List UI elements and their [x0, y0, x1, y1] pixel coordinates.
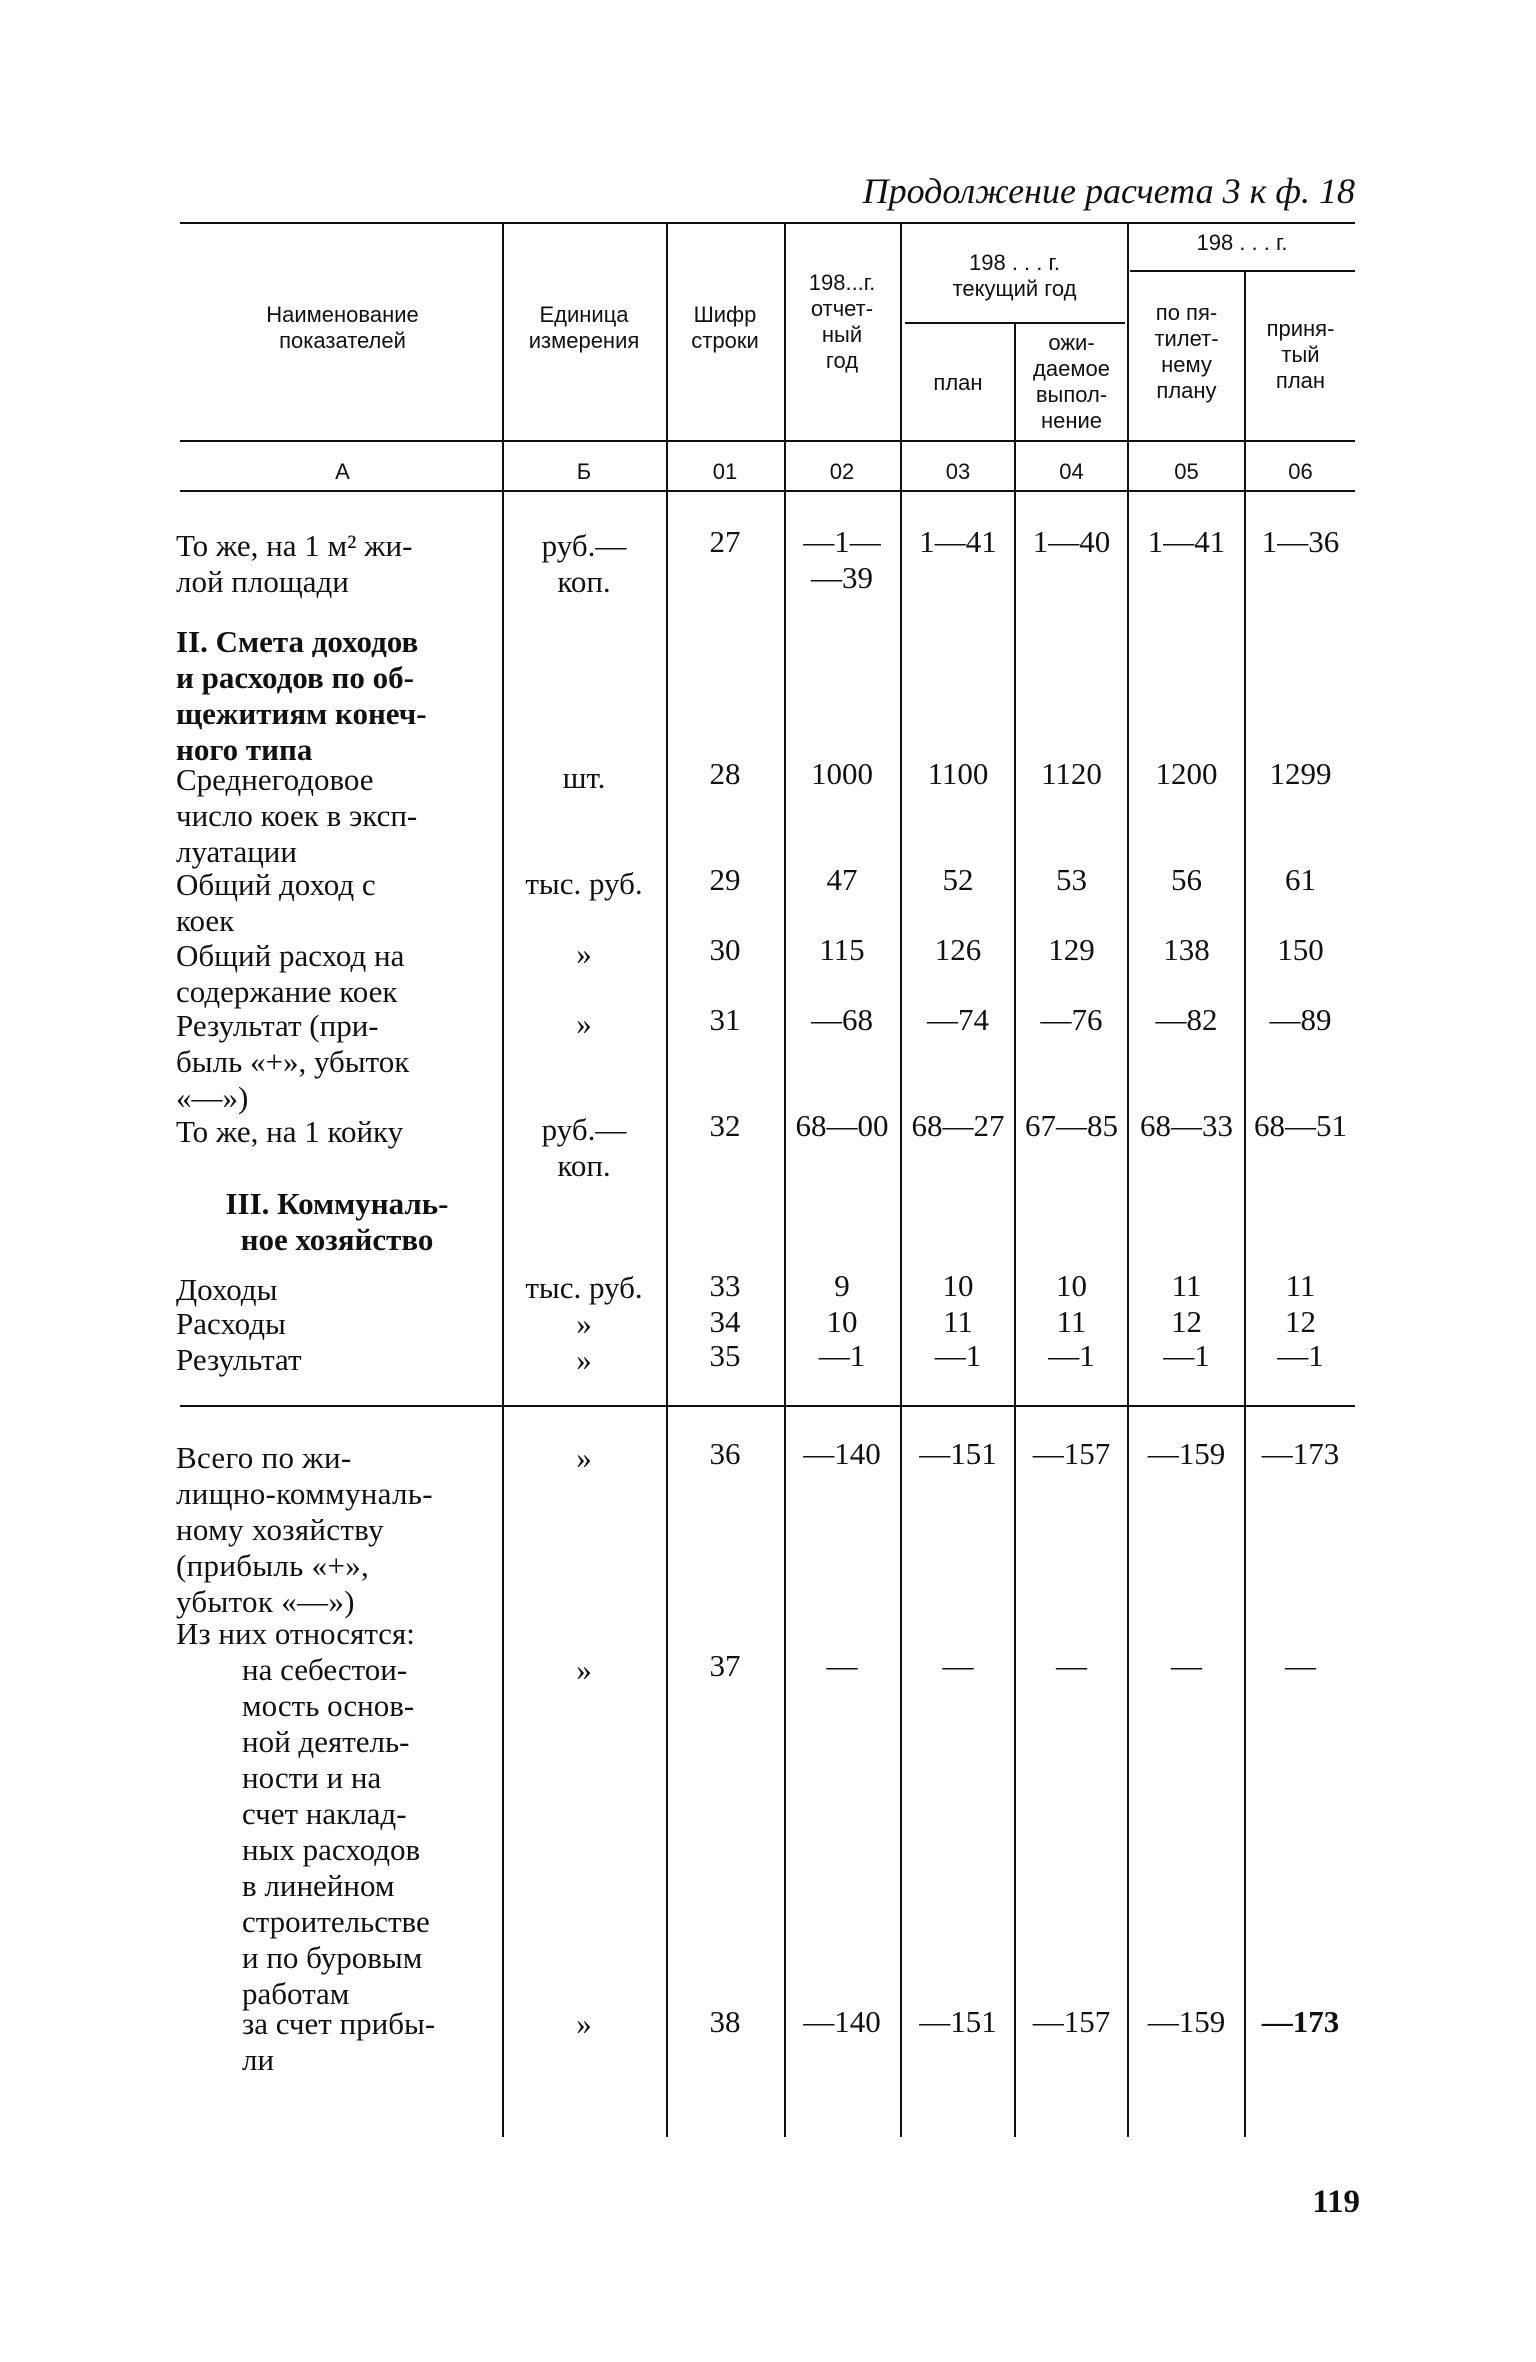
cell-value: 56	[1171, 862, 1202, 897]
header-plan: план	[933, 370, 983, 395]
cell-value: 67—85	[1025, 1108, 1118, 1143]
row-name: Общий доход с коек	[176, 867, 376, 938]
cell-value: —151	[919, 1436, 997, 1471]
subheader-rule-next	[1130, 270, 1355, 272]
codes-bottom-rule	[180, 490, 1355, 492]
cell-value: 53	[1056, 862, 1087, 897]
cell-value: —1	[1048, 1338, 1095, 1373]
cell-value: 1—41	[919, 524, 997, 559]
cell-value: —1	[1163, 1338, 1210, 1373]
row-code: 35	[709, 1338, 741, 1373]
cell-value: 47	[826, 862, 858, 897]
cell-value: 1—41	[1147, 524, 1226, 559]
cell-value: —1— —39	[803, 524, 881, 595]
row-unit: »	[576, 936, 592, 971]
cell-value: —157	[1032, 2004, 1111, 2039]
cell-value: 115	[819, 932, 865, 967]
total-row-name: Всего по жи- лищно-коммуналь- ному хозяйству (прибыль «+», убыток «—»)	[176, 1440, 433, 1619]
cell-value: 52	[942, 862, 974, 897]
row-name: за счет прибы- ли	[242, 2006, 436, 2077]
header-next-year: 198 . . . г.	[1196, 230, 1288, 255]
cell-value: 11	[1285, 1268, 1316, 1303]
row-code: 36	[709, 1436, 741, 1471]
row-name: Результат	[176, 1342, 302, 1377]
cell-value: 1200	[1155, 756, 1218, 791]
col-code: 06	[1288, 459, 1313, 484]
col-divider-expected	[1014, 322, 1016, 2137]
row-unit: »	[576, 2006, 592, 2041]
cell-value: 11	[1056, 1304, 1087, 1339]
row-name: То же, на 1 койку	[176, 1114, 404, 1149]
header-code: Шифр строки	[691, 302, 759, 353]
cell-value: 11	[1171, 1268, 1202, 1303]
row-code: 34	[709, 1304, 741, 1339]
cell-value: 10	[1056, 1268, 1087, 1303]
table-top-rule	[180, 222, 1355, 224]
section-heading: II. Смета доходов и расходов по об- щежитиям конеч- ного типа	[176, 624, 427, 767]
page-number: 119	[1312, 2184, 1360, 2220]
cell-value: 9	[834, 1268, 850, 1303]
row-unit: »	[576, 1652, 592, 1687]
col-divider-current	[900, 222, 902, 2137]
cell-value: 129	[1048, 932, 1095, 967]
cell-value: 1120	[1041, 756, 1102, 791]
col-code: 05	[1174, 459, 1199, 484]
section-heading: III. Коммуналь- ное хозяйство	[225, 1186, 449, 1257]
cell-value: 68—27	[911, 1108, 1005, 1143]
cell-value: —	[1056, 1648, 1087, 1683]
row-name: Результат (при- быль «+», убыток «—»)	[176, 1008, 410, 1115]
col-code: 02	[829, 459, 855, 484]
row-code: 29	[709, 862, 741, 897]
row-name: на себестои- мость основ- ной деятель- ности и на счет наклад- ных расходов в линейном строительстве и по буровым работам	[242, 1652, 430, 2011]
cell-value: 68—51	[1254, 1108, 1347, 1143]
cell-value: 68—00	[795, 1108, 889, 1143]
cell-value: —68	[811, 1002, 873, 1037]
col-code: Б	[576, 459, 592, 484]
subsection-label: Из них относятся:	[176, 1616, 415, 1651]
row-code: 27	[709, 524, 741, 559]
col-code: А	[335, 459, 350, 484]
row-unit: руб.— коп.	[541, 528, 627, 599]
cell-value: —173	[1261, 1436, 1340, 1471]
cell-value: 138	[1163, 932, 1210, 967]
header-expected: ожи- даемое выпол- нение	[1033, 330, 1110, 433]
row-unit: »	[576, 1342, 592, 1377]
header-report-year: 198...г. отчет- ный год	[808, 270, 876, 373]
header-current-year: 198 . . . г. текущий год	[952, 250, 1077, 301]
cell-value: —76	[1040, 1002, 1103, 1037]
cell-value: 1000	[811, 756, 873, 791]
cell-value: —159	[1147, 1436, 1226, 1471]
cell-value: —151	[919, 2004, 997, 2039]
total-separator-rule	[180, 1405, 1355, 1407]
cell-value: —1	[934, 1338, 982, 1373]
cell-value: 1100	[927, 756, 989, 791]
row-unit: тыс. руб.	[525, 866, 643, 901]
cell-value: —	[942, 1648, 974, 1683]
cell-value: —	[1171, 1648, 1202, 1683]
cell-value: 68—33	[1140, 1108, 1233, 1143]
cell-value: —	[826, 1648, 858, 1683]
cell-value: 150	[1277, 932, 1324, 967]
cell-value: 1299	[1269, 756, 1332, 791]
col-divider-next	[1127, 222, 1129, 2137]
row-unit: »	[576, 1006, 592, 1041]
col-code: 01	[712, 459, 738, 484]
row-name: Доходы	[176, 1272, 278, 1307]
row-code: 33	[709, 1268, 741, 1303]
cell-value: —159	[1147, 2004, 1226, 2039]
cell-value: —140	[803, 2004, 881, 2039]
cell-value: —74	[927, 1002, 989, 1037]
cell-value: 61	[1285, 862, 1316, 897]
row-name: Среднегодовое число коек в эксп- луатации	[176, 762, 418, 869]
cell-value: 11	[943, 1304, 973, 1339]
header-unit: Единица измерения	[528, 302, 640, 353]
cell-value: —	[1285, 1648, 1316, 1683]
cell-value: —82	[1155, 1002, 1218, 1037]
row-code: 28	[709, 756, 741, 791]
cell-value: —157	[1032, 1436, 1111, 1471]
row-unit: руб.— коп.	[541, 1112, 627, 1183]
row-name: То же, на 1 м² жи- лой площади	[176, 528, 413, 599]
cell-value: 10	[826, 1304, 858, 1339]
row-code: 30	[709, 932, 741, 967]
col-code: 04	[1059, 459, 1084, 484]
cell-value: —140	[803, 1436, 881, 1471]
cell-value: 126	[934, 932, 982, 967]
row-code: 31	[709, 1002, 741, 1037]
cell-value: 12	[1171, 1304, 1202, 1339]
cell-value: 10	[942, 1268, 974, 1303]
col-code: 03	[945, 459, 971, 484]
header-bottom-rule	[180, 440, 1355, 442]
cell-value: 1—36	[1261, 524, 1340, 559]
cell-value: —89	[1269, 1002, 1332, 1037]
col-divider-code	[666, 222, 668, 2137]
cell-value: 12	[1285, 1304, 1316, 1339]
table-caption: Продолжение расчета 3 к ф. 18	[862, 171, 1355, 211]
row-code: 37	[709, 1648, 741, 1683]
row-name: Расходы	[176, 1306, 286, 1341]
row-code: 38	[709, 2004, 741, 2039]
row-unit: »	[576, 1306, 592, 1341]
cell-value: 1—40	[1032, 524, 1111, 559]
row-code: 32	[709, 1108, 741, 1143]
row-name: Общий расход на содержание коек	[176, 938, 405, 1009]
row-unit: »	[576, 1440, 592, 1475]
header-five-year: по пя- тилет- нему плану	[1154, 300, 1219, 403]
cell-value: —1	[818, 1338, 866, 1373]
cell-value: —1	[1277, 1338, 1324, 1373]
row-unit: тыс. руб.	[525, 1270, 643, 1305]
header-accepted: приня- тый план	[1266, 316, 1335, 393]
col-divider-report	[784, 222, 786, 2137]
header-name: Наименование показателей	[266, 302, 419, 353]
row-unit: шт.	[562, 760, 606, 795]
cell-value: —173	[1261, 2004, 1340, 2039]
